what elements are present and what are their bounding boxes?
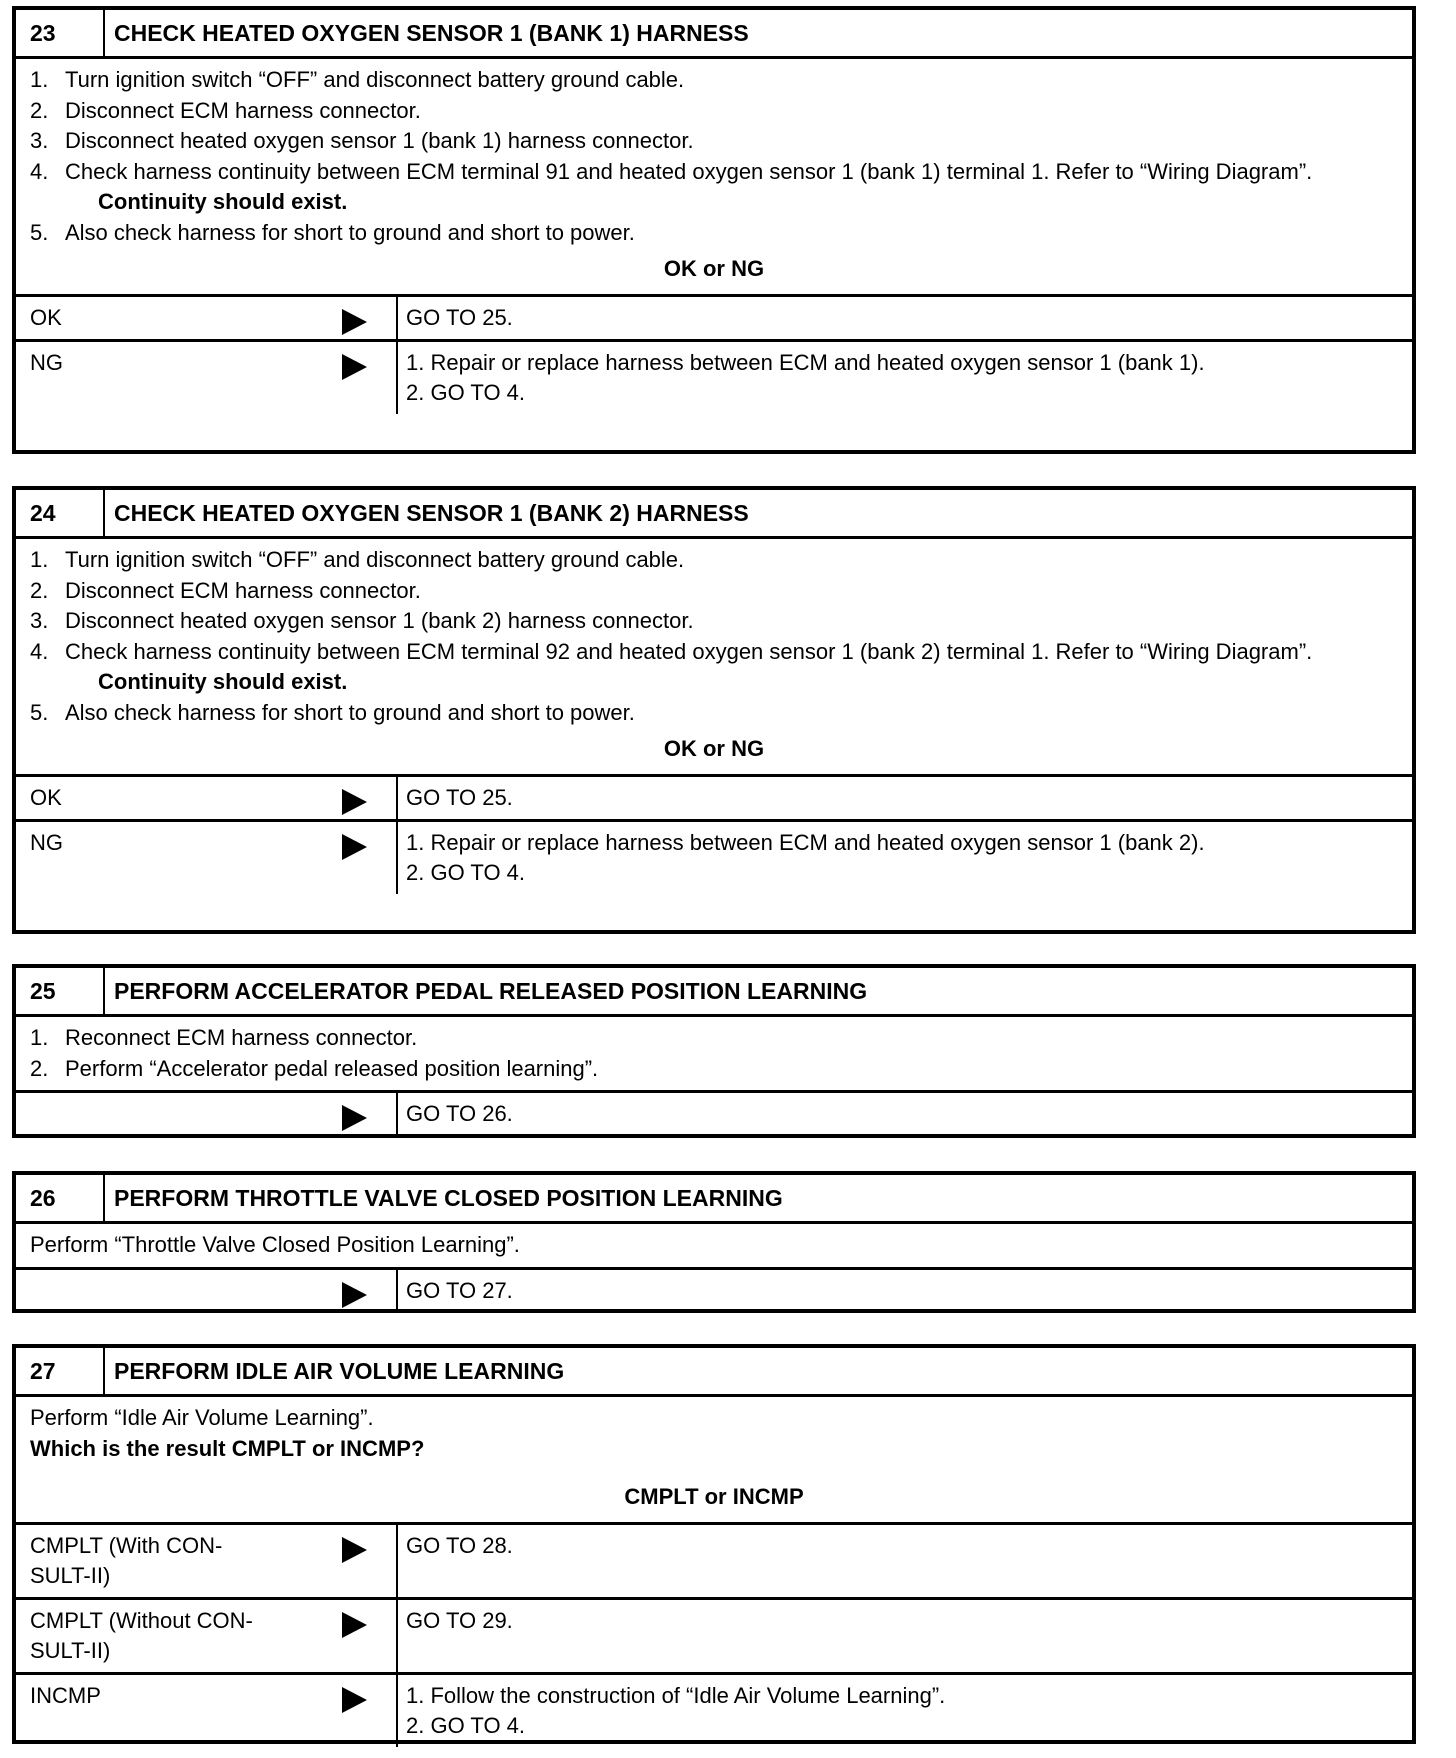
step-instructions [16,539,1412,734]
step-header [16,490,1412,539]
condition-label-cont: SULT-II) [30,1563,111,1588]
instruction-item [30,1054,1398,1085]
action-link[interactable]: GO TO 29. [406,1608,513,1633]
triangle-right-icon [342,354,367,380]
action-link[interactable]: GO TO 25. [406,305,513,330]
result-row-ng [16,819,1412,894]
result-condition [16,1093,398,1135]
action-link[interactable]: GO TO 25. [406,785,513,810]
action-link[interactable]: 2. GO TO 4. [406,1713,526,1738]
item-number: 2. [30,577,49,603]
result-row [16,1090,1412,1135]
step-header [16,10,1412,59]
instruction-item [30,576,1398,607]
result-action [398,1093,1412,1135]
step-title: PERFORM THROTTLE VALVE CLOSED POSITION LEARNING [114,1185,783,1211]
action-link[interactable]: GO TO 28. [406,1533,513,1558]
condition-label: NG [30,350,63,375]
item-number: 1. [30,1025,49,1050]
condition-label: OK [30,785,62,810]
result-condition [16,1270,398,1312]
item-number: 2. [30,97,49,123]
result-action [398,1270,1412,1312]
result-condition [16,777,398,819]
instruction-item [30,545,1398,576]
triangle-right-icon [342,1612,367,1638]
item-text: Disconnect ECM harness connector. [65,97,421,123]
result-action [398,297,1412,339]
result-row-ng [16,339,1412,414]
step-25-block [12,964,1416,1138]
result-condition [16,342,398,414]
action-line: 1. Repair or replace harness between ECM and heated oxygen sensor 1 (bank 1). [406,350,1205,375]
decision-label: CMPLT or INCMP [624,1484,804,1509]
triangle-right-icon [342,1537,367,1563]
step-number: 25 [16,968,105,1014]
decision-label: OK or NG [663,256,765,281]
instruction-item [30,157,1398,188]
result-condition [16,1675,398,1747]
instruction-text: Perform “Idle Air Volume Learning”. [30,1405,374,1430]
step-26-block [12,1171,1416,1313]
condition-label: CMPLT (With CON- [30,1533,223,1558]
result-row-cmplt-with-consult [16,1522,1412,1597]
step-instructions [16,1017,1412,1090]
instruction-item [30,65,1398,96]
step-instructions [16,59,1412,254]
step-header [16,968,1412,1017]
step-instructions [16,1224,1412,1267]
item-text: Turn ignition switch “OFF” and disconnect battery ground cable. [65,67,685,92]
triangle-right-icon [342,789,367,815]
step-title: PERFORM IDLE AIR VOLUME LEARNING [114,1358,565,1384]
item-number: 3. [30,608,49,633]
triangle-right-icon [342,309,367,335]
result-action [398,1525,1412,1597]
action-link[interactable]: 2. GO TO 4. [406,860,526,885]
triangle-right-icon [342,1687,367,1713]
result-row-ok [16,294,1412,339]
item-number: 4. [30,158,49,184]
instruction-item [30,218,1398,249]
spec-note: Continuity should exist. [98,189,348,214]
result-action [398,822,1412,894]
action-line: 1. Follow the construction of “Idle Air Volume Learning”. [406,1683,946,1708]
action-link[interactable]: GO TO 27. [406,1277,513,1303]
item-text: Reconnect ECM harness connector. [65,1025,418,1050]
condition-label: CMPLT (Without CON- [30,1608,253,1633]
item-text: Check harness continuity between ECM terminal 91 and heated oxygen sensor 1 (bank 1) terminal 1. Refer to “Wiring Diagram”. [65,158,1313,184]
action-line: 1. Repair or replace harness between ECM and heated oxygen sensor 1 (bank 2). [406,830,1205,855]
instruction-text: Perform “Throttle Valve Closed Position Learning”. [30,1232,520,1257]
step-number: 27 [16,1348,105,1394]
step-number: 26 [16,1175,105,1221]
step-number: 23 [16,10,105,56]
result-row-incmp [16,1672,1412,1747]
result-action [398,1675,1412,1747]
item-text: Disconnect heated oxygen sensor 1 (bank 2) harness connector. [65,608,694,633]
item-number: 1. [30,67,49,92]
instruction-item [30,637,1398,668]
item-number: 4. [30,638,49,664]
condition-label-cont: SULT-II) [30,1638,111,1663]
item-number: 2. [30,1055,49,1081]
instruction-item [30,1023,1398,1054]
item-text: Disconnect ECM harness connector. [65,577,421,603]
item-text: Turn ignition switch “OFF” and disconnect battery ground cable. [65,547,685,572]
step-header [16,1175,1412,1224]
item-text: Also check harness for short to ground and short to power. [65,219,635,245]
action-link[interactable]: 2. GO TO 4. [406,380,526,405]
step-23-block [12,6,1416,454]
item-text: Check harness continuity between ECM terminal 92 and heated oxygen sensor 1 (bank 2) terminal 1. Refer to “Wiring Diagram”. [65,638,1313,664]
step-header [16,1348,1412,1397]
result-condition [16,1525,398,1597]
item-text: Perform “Accelerator pedal released position learning”. [65,1055,599,1081]
result-condition [16,1600,398,1672]
result-action [398,777,1412,819]
step-instructions [16,1397,1412,1470]
result-condition [16,822,398,894]
step-title: CHECK HEATED OXYGEN SENSOR 1 (BANK 1) HARNESS [114,20,749,46]
triangle-right-icon [342,834,367,860]
instruction-item [30,126,1398,157]
condition-label: OK [30,305,62,330]
result-action [398,1600,1412,1672]
decision-label: OK or NG [663,736,765,761]
instruction-item [30,96,1398,127]
step-number: 24 [16,490,105,536]
condition-label: INCMP [30,1683,101,1708]
instruction-item [30,606,1398,637]
step-24-block [12,486,1416,934]
item-text: Disconnect heated oxygen sensor 1 (bank 1) harness connector. [65,128,694,153]
item-number: 1. [30,547,49,572]
result-action [398,342,1412,414]
item-number: 5. [30,699,49,725]
step-title: CHECK HEATED OXYGEN SENSOR 1 (BANK 2) HARNESS [114,500,749,526]
item-text: Also check harness for short to ground and short to power. [65,699,635,725]
triangle-right-icon [342,1105,367,1131]
item-number: 3. [30,128,49,153]
action-link[interactable]: GO TO 26. [406,1101,513,1126]
triangle-right-icon [342,1282,367,1308]
result-question: Which is the result CMPLT or INCMP? [30,1435,425,1461]
step-27-block [12,1344,1416,1744]
instruction-item [30,698,1398,729]
condition-label: NG [30,830,63,855]
step-title: PERFORM ACCELERATOR PEDAL RELEASED POSITION LEARNING [114,978,868,1004]
item-number: 5. [30,219,49,245]
result-row-cmplt-without-consult [16,1597,1412,1672]
result-row-ok [16,774,1412,819]
spec-note: Continuity should exist. [98,669,348,694]
result-row [16,1267,1412,1312]
result-condition [16,297,398,339]
